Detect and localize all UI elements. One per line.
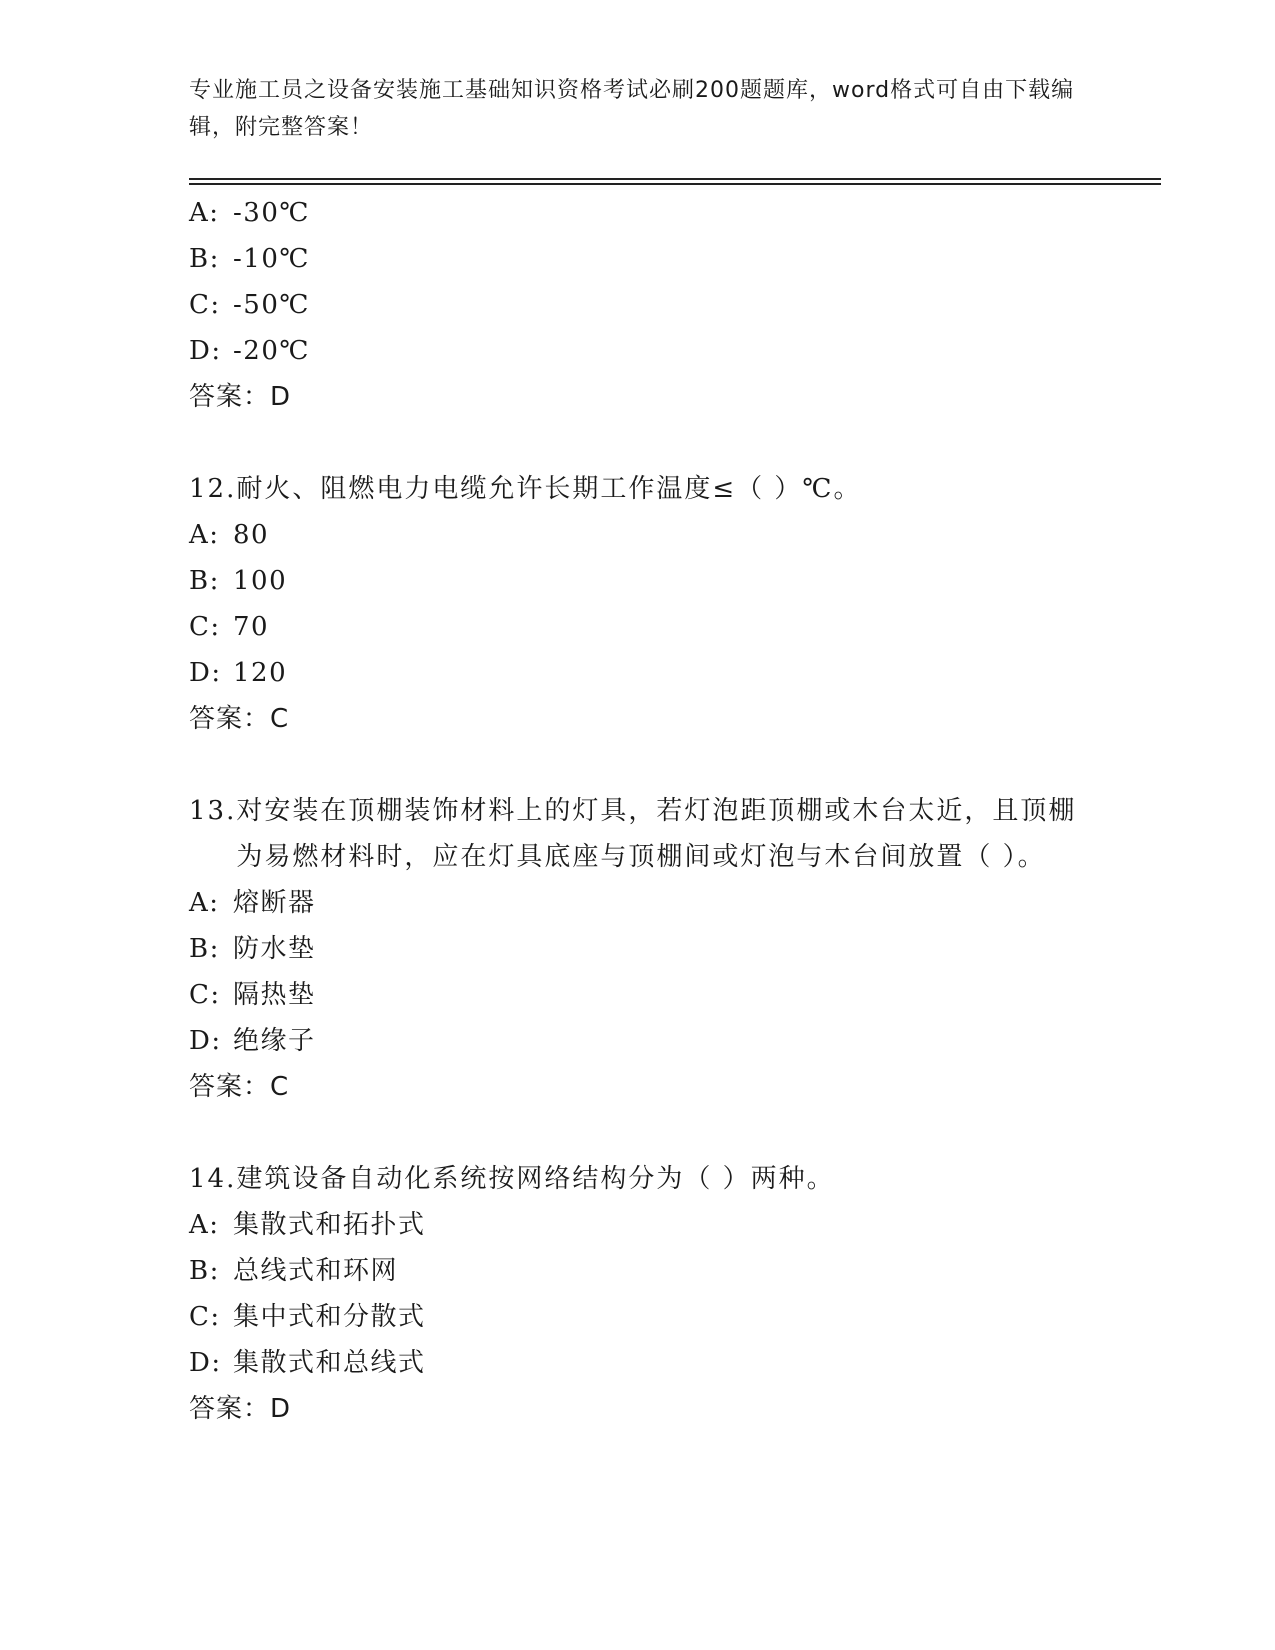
option-key: A: xyxy=(189,198,220,228)
option-text: 防水垫 xyxy=(233,934,316,964)
option-key: C: xyxy=(189,612,221,642)
question-14 xyxy=(189,1156,1089,1432)
answer-line: 答案：C xyxy=(189,704,290,734)
option-text: -50℃ xyxy=(233,290,310,320)
question-text: 耐火、阻燃电力电缆允许长期工作温度≤（ ）℃。 xyxy=(236,474,862,504)
option-key: C: xyxy=(189,1302,221,1332)
option-key: C: xyxy=(189,980,221,1010)
option-text: 集中式和分散式 xyxy=(233,1302,426,1332)
option-c xyxy=(189,604,1089,650)
option-a xyxy=(189,1202,1089,1248)
option-c xyxy=(189,282,1089,328)
option-text: 100 xyxy=(233,566,288,596)
option-key: A: xyxy=(189,520,220,550)
question-13 xyxy=(189,788,1089,1110)
option-text: -30℃ xyxy=(233,198,310,228)
option-key: B: xyxy=(189,566,220,596)
header-divider-bottom xyxy=(189,183,1161,185)
option-key: C: xyxy=(189,290,221,320)
option-text: -10℃ xyxy=(233,244,310,274)
answer-line: 答案：C xyxy=(189,1072,290,1102)
option-key: D: xyxy=(189,336,222,366)
option-key: B: xyxy=(189,244,220,274)
option-key: B: xyxy=(189,1256,220,1286)
option-text: 熔断器 xyxy=(233,888,316,918)
option-key: D: xyxy=(189,1026,222,1056)
option-d xyxy=(189,1340,1089,1386)
option-b xyxy=(189,926,1089,972)
option-text: 隔热垫 xyxy=(233,980,316,1010)
option-d xyxy=(189,650,1089,696)
option-text: 集散式和拓扑式 xyxy=(233,1210,426,1240)
option-b xyxy=(189,558,1089,604)
option-a xyxy=(189,880,1089,926)
option-text: 80 xyxy=(233,520,270,550)
option-key: A: xyxy=(189,888,220,918)
option-text: 70 xyxy=(233,612,270,642)
option-key: D: xyxy=(189,1348,222,1378)
answer-line: 答案：D xyxy=(189,1394,292,1424)
question-number: 12. xyxy=(189,474,237,504)
header-divider-top xyxy=(189,178,1161,180)
carryover-block xyxy=(189,190,1089,420)
question-stem xyxy=(189,788,1089,880)
option-a xyxy=(189,190,1089,236)
option-d xyxy=(189,328,1089,374)
option-text: 总线式和环网 xyxy=(233,1256,399,1286)
option-d xyxy=(189,1018,1089,1064)
question-list xyxy=(189,190,1089,1432)
option-text: 集散式和总线式 xyxy=(233,1348,426,1378)
question-number: 13. xyxy=(189,796,237,826)
option-b xyxy=(189,1248,1089,1294)
option-c xyxy=(189,972,1089,1018)
question-12 xyxy=(189,466,1089,742)
option-key: A: xyxy=(189,1210,220,1240)
question-stem xyxy=(189,1156,1089,1202)
option-text: -20℃ xyxy=(233,336,310,366)
option-text: 绝缘子 xyxy=(233,1026,316,1056)
option-b xyxy=(189,236,1089,282)
option-text: 120 xyxy=(233,658,288,688)
question-text: 对安装在顶棚装饰材料上的灯具，若灯泡距顶棚或木台太近，且顶棚为易燃材料时，应在灯具底座与顶棚间或灯泡与木台间放置（ ）。 xyxy=(236,796,1077,872)
document-header-title: 专业施工员之设备安装施工基础知识资格考试必刷200题题库，word格式可自由下载编辑，附完整答案！ xyxy=(189,78,1075,140)
answer-line: 答案：D xyxy=(189,382,292,412)
question-number: 14. xyxy=(189,1164,237,1194)
option-key: B: xyxy=(189,934,220,964)
question-stem xyxy=(189,466,1089,512)
question-text: 建筑设备自动化系统按网络结构分为（ ）两种。 xyxy=(236,1164,835,1194)
option-a xyxy=(189,512,1089,558)
option-key: D: xyxy=(189,658,222,688)
option-c xyxy=(189,1294,1089,1340)
